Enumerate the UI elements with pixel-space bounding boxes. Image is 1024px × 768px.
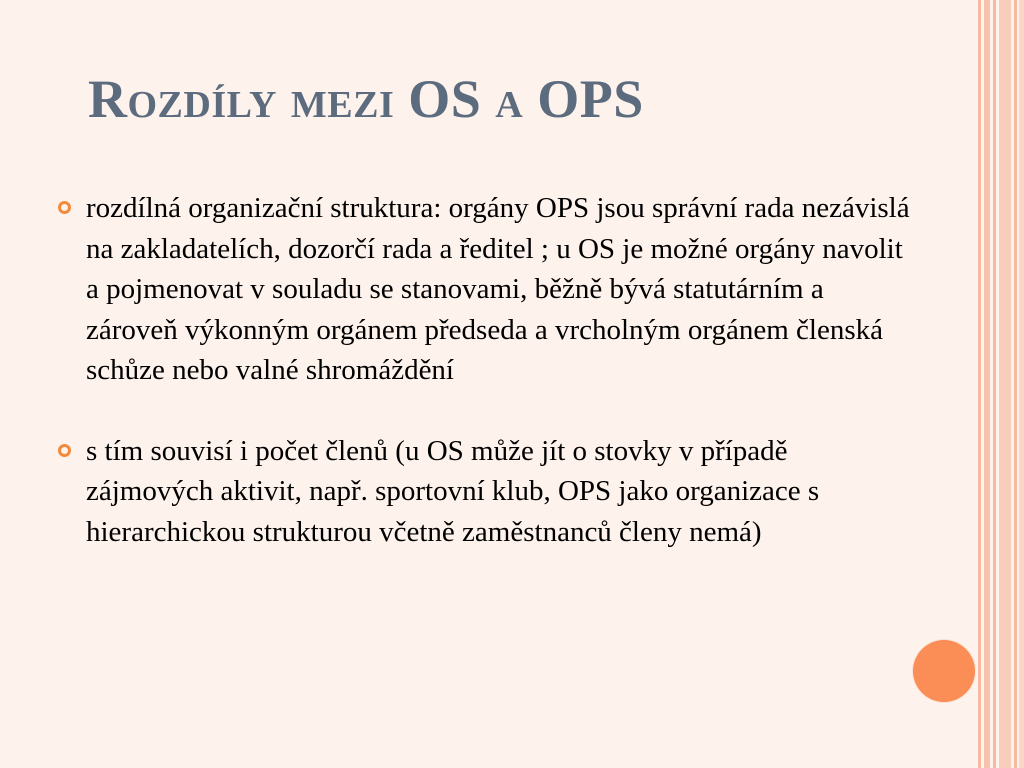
ring-bullet-icon [58,444,71,457]
bullet-text: rozdílná organizační struktura: orgány OPS jsou správní rada nezávislá na zakladatelích, dozorčí rada a ředitel ; u OS je možné orgány navolit a pojmenovat v souladu se stanovami, běžně bývá statutárním a zároveň výkonným orgánem předseda a vrcholným orgánem členská schůze nebo valné shromáždění [86,192,910,386]
decorative-stripe [1014,0,1017,768]
bullet-text: s tím souvisí i počet členů (u OS může jít o stovky v případě zájmových aktivit, např. sportovní klub, OPS jako organizace s hierarchickou strukturou včetně zaměstnanců členy nemá) [86,434,820,548]
decorative-stripe [1019,0,1024,768]
decorative-stripe [999,0,1011,768]
bullet-list [56,188,916,592]
slide-title: Rozdíly mezi OS a OPS [88,69,644,129]
decorative-stripe [993,0,996,768]
decorative-stripe [978,0,981,768]
bullet-item [56,431,916,553]
bullet-item [56,188,916,391]
decorative-stripe [984,0,990,768]
orange-circle-icon [913,640,975,702]
ring-bullet-icon [58,201,71,214]
